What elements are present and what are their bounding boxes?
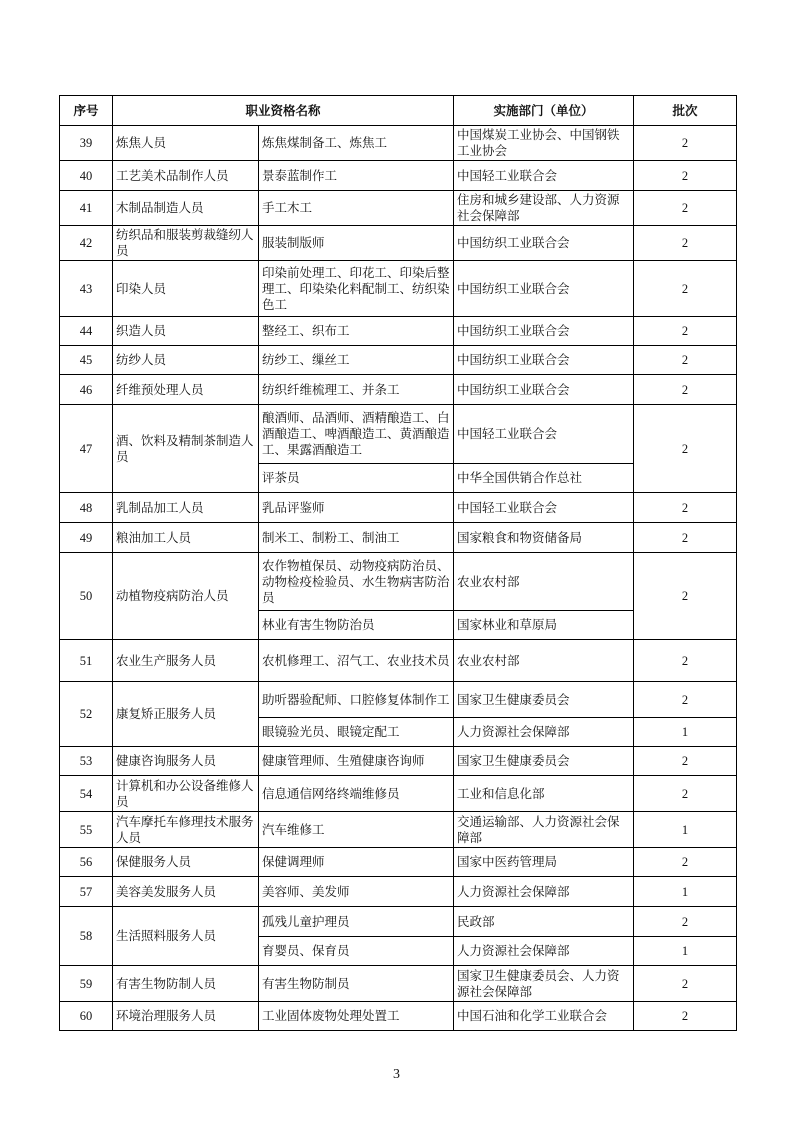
- batch-cell: 2: [634, 907, 737, 937]
- category-cell: 纺纱人员: [113, 346, 259, 375]
- department-cell: 人力资源社会保障部: [454, 877, 634, 907]
- table-row: [60, 848, 737, 877]
- qualification-cell: 纺纱工、缫丝工: [259, 346, 454, 375]
- department-cell: 中国纺织工业联合会: [454, 375, 634, 405]
- category-cell: 美容美发服务人员: [113, 877, 259, 907]
- table-row: [60, 161, 737, 191]
- batch-cell: 1: [634, 812, 737, 848]
- batch-cell: 2: [634, 375, 737, 405]
- category-cell: 印染人员: [113, 261, 259, 317]
- serial-no-cell: 58: [60, 907, 113, 966]
- serial-no-cell: 47: [60, 405, 113, 493]
- department-cell: 住房和城乡建设部、人力资源社会保障部: [454, 191, 634, 226]
- serial-no-cell: 56: [60, 848, 113, 877]
- department-cell: 中国轻工业联合会: [454, 493, 634, 523]
- category-cell: 纤维预处理人员: [113, 375, 259, 405]
- qualification-cell: 健康管理师、生殖健康咨询师: [259, 747, 454, 776]
- category-cell: 健康咨询服务人员: [113, 747, 259, 776]
- qualification-cell: 纺织纤维梳理工、并条工: [259, 375, 454, 405]
- batch-cell: 2: [634, 317, 737, 346]
- category-cell: 木制品制造人员: [113, 191, 259, 226]
- serial-no-cell: 51: [60, 640, 113, 682]
- batch-cell: 2: [634, 261, 737, 317]
- department-cell: 中华全国供销合作总社: [454, 464, 634, 493]
- qualification-cell: 乳品评鉴师: [259, 493, 454, 523]
- batch-cell: 2: [634, 966, 737, 1002]
- table-row: [60, 966, 737, 1002]
- serial-no-cell: 57: [60, 877, 113, 907]
- batch-cell: 2: [634, 226, 737, 261]
- batch-cell: 2: [634, 640, 737, 682]
- batch-cell: 2: [634, 776, 737, 812]
- qualification-cell: 汽车维修工: [259, 812, 454, 848]
- qualification-cell: 工业固体废物处理处置工: [259, 1002, 454, 1031]
- table-body: [60, 126, 737, 1031]
- header-batch: 批次: [634, 96, 737, 126]
- category-cell: 工艺美术品制作人员: [113, 161, 259, 191]
- serial-no-cell: 49: [60, 523, 113, 553]
- batch-cell: 2: [634, 747, 737, 776]
- qualification-cell: 服装制版师: [259, 226, 454, 261]
- department-cell: 国家卫生健康委员会: [454, 747, 634, 776]
- department-cell: 工业和信息化部: [454, 776, 634, 812]
- batch-cell: 2: [634, 553, 737, 640]
- category-cell: 康复矫正服务人员: [113, 682, 259, 747]
- department-cell: 人力资源社会保障部: [454, 718, 634, 747]
- category-cell: 农业生产服务人员: [113, 640, 259, 682]
- qualification-cell: 炼焦煤制备工、炼焦工: [259, 126, 454, 161]
- serial-no-cell: 41: [60, 191, 113, 226]
- table-row: [60, 640, 737, 682]
- batch-cell: 2: [634, 405, 737, 493]
- serial-no-cell: 39: [60, 126, 113, 161]
- department-cell: 中国轻工业联合会: [454, 405, 634, 464]
- serial-no-cell: 40: [60, 161, 113, 191]
- table-row: [60, 523, 737, 553]
- qualification-cell: 制米工、制粉工、制油工: [259, 523, 454, 553]
- category-cell: 汽车摩托车修理技术服务人员: [113, 812, 259, 848]
- header-serial-no: 序号: [60, 96, 113, 126]
- category-cell: 计算机和办公设备维修人员: [113, 776, 259, 812]
- department-cell: 中国煤炭工业协会、中国钢铁工业协会: [454, 126, 634, 161]
- qualification-cell: 整经工、织布工: [259, 317, 454, 346]
- batch-cell: 2: [634, 493, 737, 523]
- department-cell: 国家卫生健康委员会: [454, 682, 634, 718]
- category-cell: 纺织品和服装剪裁缝纫人员: [113, 226, 259, 261]
- category-cell: 保健服务人员: [113, 848, 259, 877]
- qualification-table: [59, 95, 737, 1031]
- qualification-cell: 信息通信网络终端维修员: [259, 776, 454, 812]
- table-row: [60, 346, 737, 375]
- table-row: [60, 317, 737, 346]
- department-cell: 中国轻工业联合会: [454, 161, 634, 191]
- department-cell: 中国纺织工业联合会: [454, 226, 634, 261]
- batch-cell: 2: [634, 346, 737, 375]
- qualification-cell: 景泰蓝制作工: [259, 161, 454, 191]
- serial-no-cell: 60: [60, 1002, 113, 1031]
- department-cell: 国家中医药管理局: [454, 848, 634, 877]
- department-cell: 农业农村部: [454, 640, 634, 682]
- qualification-cell: 农机修理工、沼气工、农业技术员: [259, 640, 454, 682]
- qualification-cell: 育婴员、保育员: [259, 937, 454, 966]
- batch-cell: 1: [634, 718, 737, 747]
- table-row: [60, 877, 737, 907]
- table-row: [60, 747, 737, 776]
- serial-no-cell: 43: [60, 261, 113, 317]
- batch-cell: 2: [634, 126, 737, 161]
- page-number: 3: [393, 1067, 400, 1082]
- category-cell: 乳制品加工人员: [113, 493, 259, 523]
- table-row: [60, 261, 737, 317]
- qualification-cell: 孤残儿童护理员: [259, 907, 454, 937]
- qualification-cell: 林业有害生物防治员: [259, 611, 454, 640]
- batch-cell: 2: [634, 682, 737, 718]
- department-cell: 农业农村部: [454, 553, 634, 611]
- department-cell: 国家林业和草原局: [454, 611, 634, 640]
- qualification-cell: 评茶员: [259, 464, 454, 493]
- department-cell: 国家粮食和物资储备局: [454, 523, 634, 553]
- table-row: [60, 191, 737, 226]
- qualification-cell: 有害生物防制员: [259, 966, 454, 1002]
- batch-cell: 2: [634, 1002, 737, 1031]
- qualification-cell: 印染前处理工、印花工、印染后整理工、印染染化料配制工、纺织染色工: [259, 261, 454, 317]
- serial-no-cell: 46: [60, 375, 113, 405]
- table-row: [60, 907, 737, 937]
- category-cell: 炼焦人员: [113, 126, 259, 161]
- qualification-cell: 保健调理师: [259, 848, 454, 877]
- category-cell: 酒、饮料及精制茶制造人员: [113, 405, 259, 493]
- department-cell: 中国石油和化学工业联合会: [454, 1002, 634, 1031]
- qualification-cell: 农作物植保员、动物疫病防治员、动物检疫检验员、水生物病害防治员: [259, 553, 454, 611]
- serial-no-cell: 53: [60, 747, 113, 776]
- serial-no-cell: 55: [60, 812, 113, 848]
- department-cell: 国家卫生健康委员会、人力资源社会保障部: [454, 966, 634, 1002]
- serial-no-cell: 59: [60, 966, 113, 1002]
- serial-no-cell: 52: [60, 682, 113, 747]
- category-cell: 粮油加工人员: [113, 523, 259, 553]
- serial-no-cell: 48: [60, 493, 113, 523]
- qualification-cell: 眼镜验光员、眼镜定配工: [259, 718, 454, 747]
- table-row: [60, 375, 737, 405]
- table-row: [60, 553, 737, 611]
- batch-cell: 2: [634, 191, 737, 226]
- table-row: [60, 776, 737, 812]
- department-cell: 中国纺织工业联合会: [454, 317, 634, 346]
- table-row: [60, 126, 737, 161]
- department-cell: 交通运输部、人力资源社会保障部: [454, 812, 634, 848]
- serial-no-cell: 44: [60, 317, 113, 346]
- department-cell: 中国纺织工业联合会: [454, 261, 634, 317]
- batch-cell: 1: [634, 877, 737, 907]
- category-cell: 织造人员: [113, 317, 259, 346]
- batch-cell: 2: [634, 848, 737, 877]
- table-header-row: [60, 96, 737, 126]
- header-qualification-name: 职业资格名称: [113, 96, 454, 126]
- serial-no-cell: 54: [60, 776, 113, 812]
- serial-no-cell: 50: [60, 553, 113, 640]
- batch-cell: 1: [634, 937, 737, 966]
- table-row: [60, 493, 737, 523]
- qualification-cell: 助听器验配师、口腔修复体制作工: [259, 682, 454, 718]
- header-department: 实施部门（单位）: [454, 96, 634, 126]
- qualification-cell: 酿酒师、品酒师、酒精酿造工、白酒酿造工、啤酒酿造工、黄酒酿造工、果露酒酿造工: [259, 405, 454, 464]
- serial-no-cell: 42: [60, 226, 113, 261]
- category-cell: 生活照料服务人员: [113, 907, 259, 966]
- batch-cell: 2: [634, 523, 737, 553]
- table-row: [60, 405, 737, 464]
- table-row: [60, 226, 737, 261]
- department-cell: 人力资源社会保障部: [454, 937, 634, 966]
- table-row: [60, 1002, 737, 1031]
- category-cell: 动植物疫病防治人员: [113, 553, 259, 640]
- qualification-cell: 美容师、美发师: [259, 877, 454, 907]
- department-cell: 民政部: [454, 907, 634, 937]
- department-cell: 中国纺织工业联合会: [454, 346, 634, 375]
- table-row: [60, 812, 737, 848]
- category-cell: 有害生物防制人员: [113, 966, 259, 1002]
- qualification-cell: 手工木工: [259, 191, 454, 226]
- serial-no-cell: 45: [60, 346, 113, 375]
- table-row: [60, 682, 737, 718]
- batch-cell: 2: [634, 161, 737, 191]
- category-cell: 环境治理服务人员: [113, 1002, 259, 1031]
